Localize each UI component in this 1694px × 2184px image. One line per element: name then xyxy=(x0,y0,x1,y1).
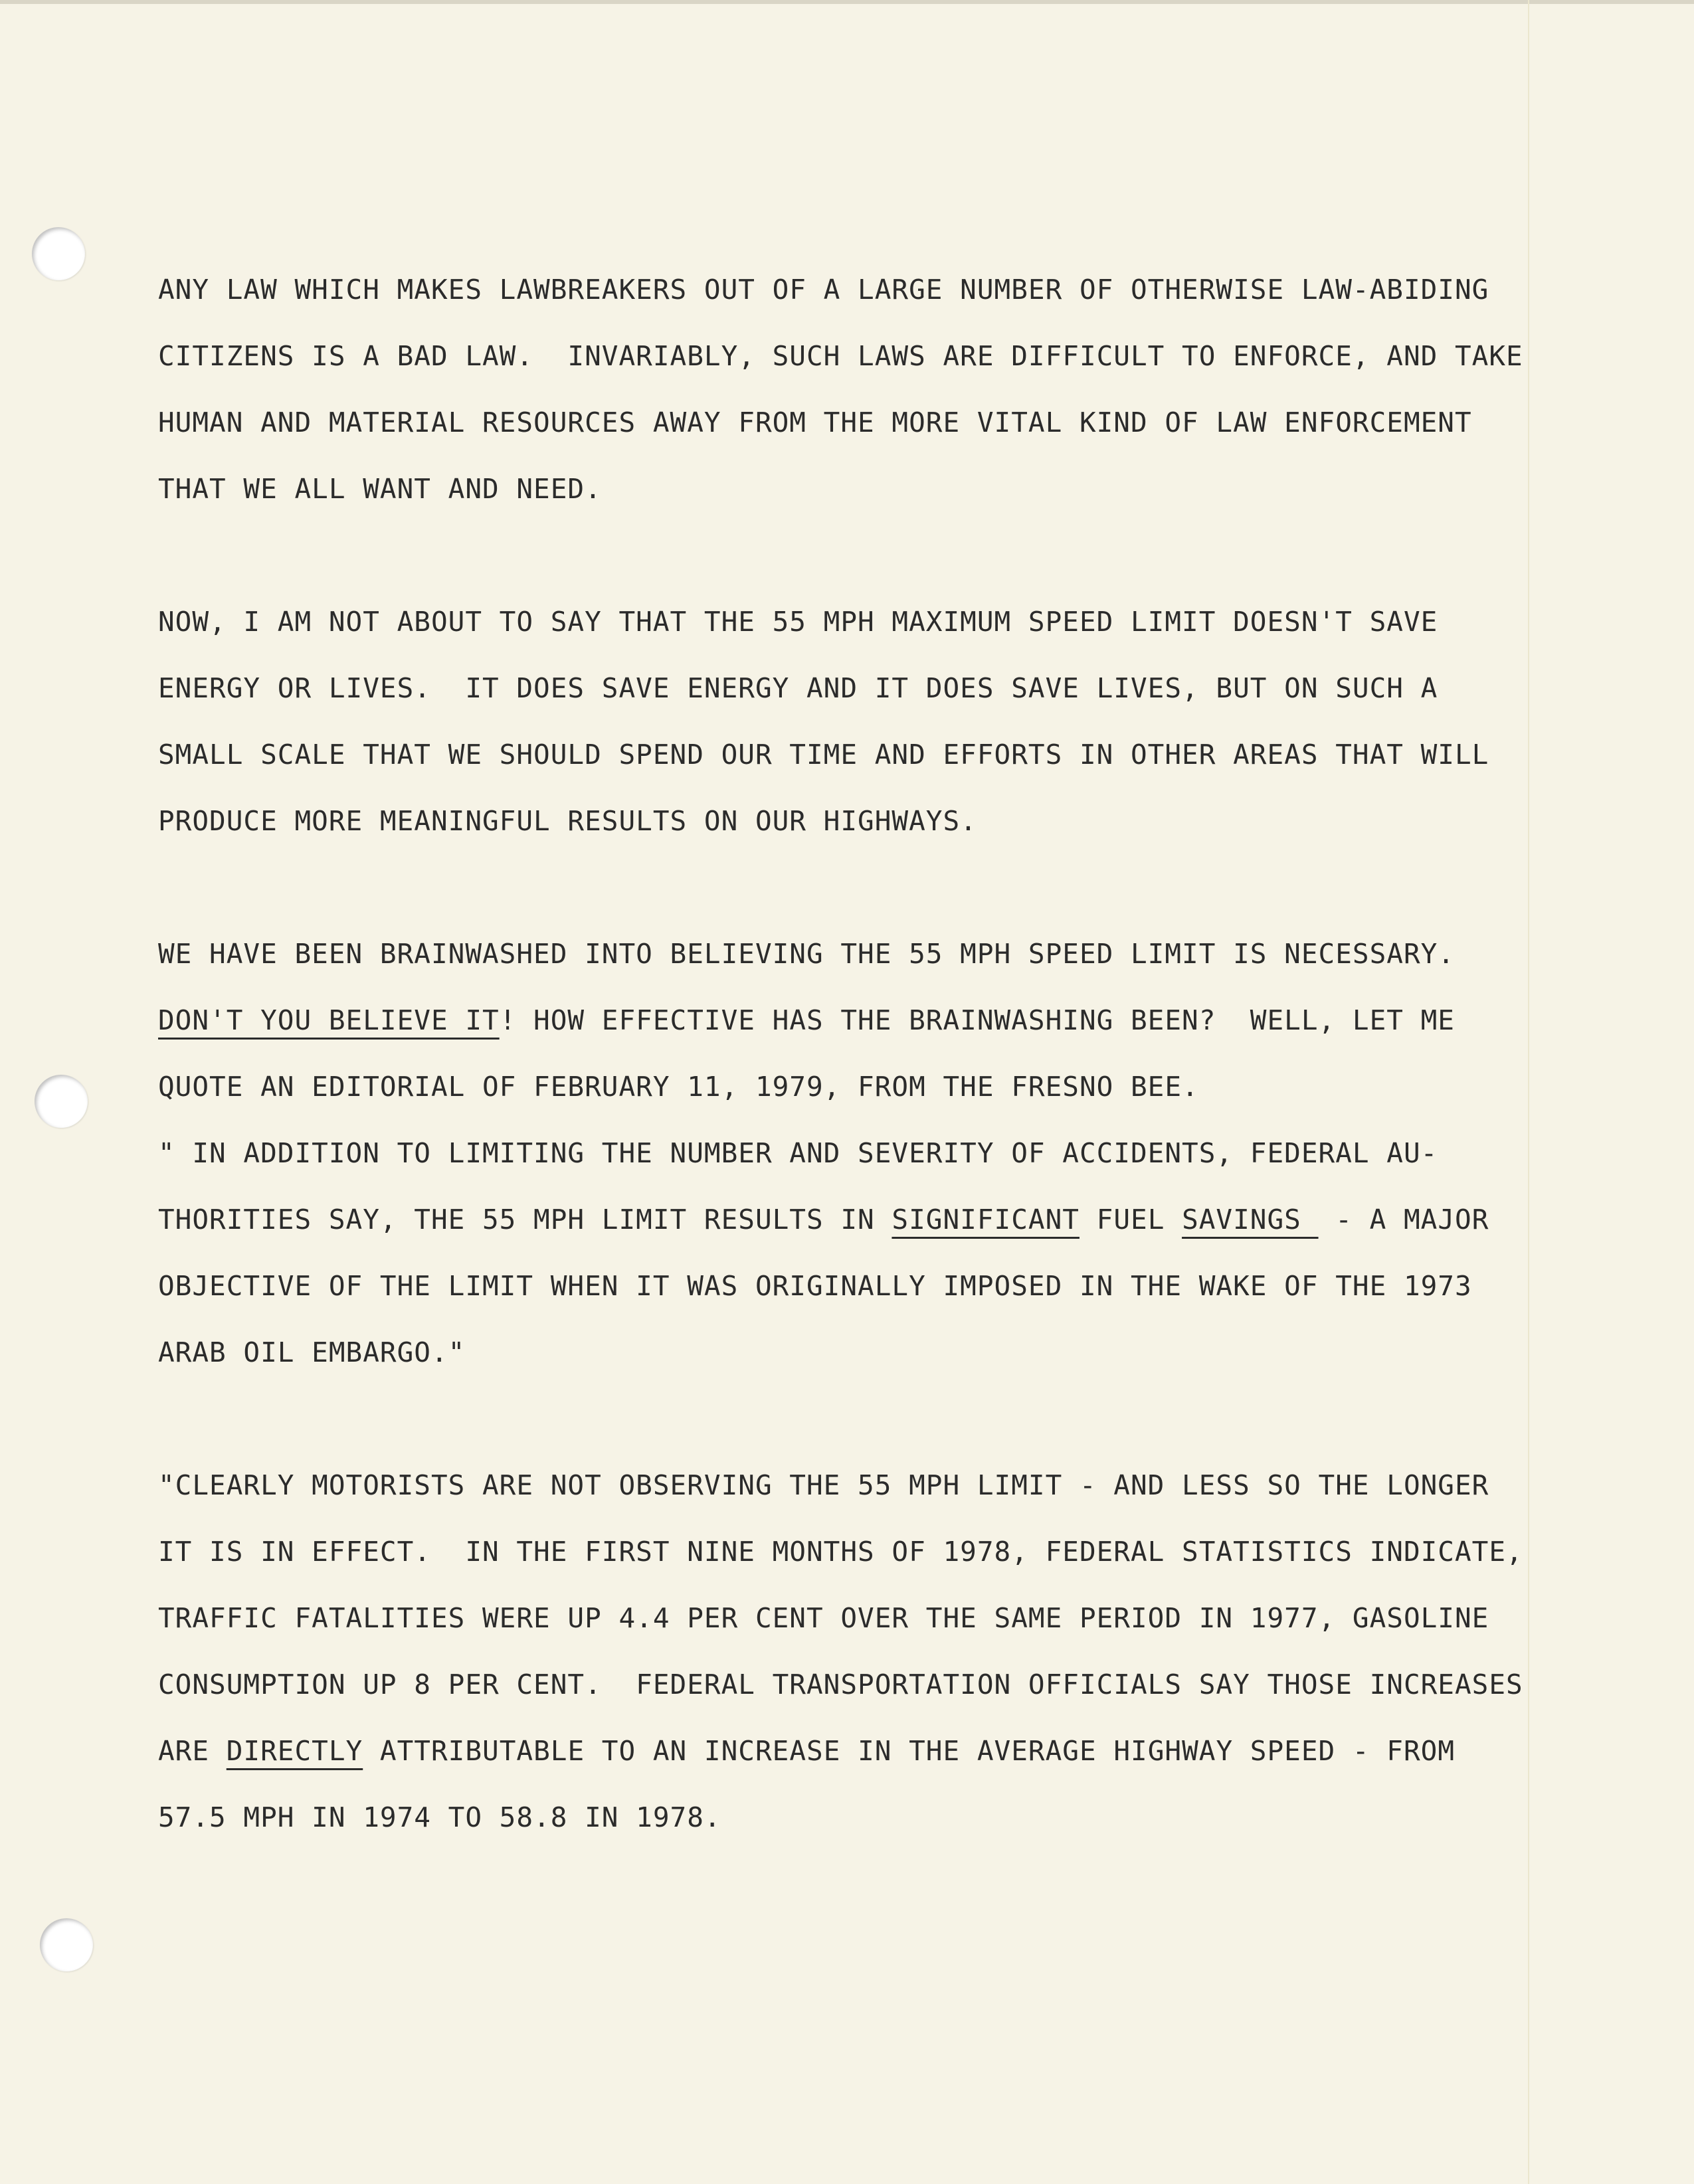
text-segment: "CLEARLY MOTORISTS ARE NOT OBSERVING THE 55 MPH LIMIT - AND LESS SO THE LONGER xyxy=(158,1469,1489,1501)
text-segment: ENERGY OR LIVES. IT DOES SAVE ENERGY AND IT DOES SAVE LIVES, BUT ON SUCH A xyxy=(158,672,1438,704)
text-line xyxy=(158,1522,1523,1589)
text-segment: - A MAJOR xyxy=(1318,1204,1489,1235)
page-fold-line xyxy=(1528,0,1529,2184)
text-line xyxy=(158,659,1513,725)
text-line xyxy=(158,592,1513,659)
text-segment: PRODUCE MORE MEANINGFUL RESULTS ON OUR HIGHWAYS. xyxy=(158,805,977,837)
document-body xyxy=(158,260,1523,1855)
text-segment: TRAFFIC FATALITIES WERE UP 4.4 PER CENT OVER THE SAME PERIOD IN 1977, GASOLINE xyxy=(158,1602,1489,1634)
text-line xyxy=(158,327,1523,393)
paragraph xyxy=(158,925,1513,1390)
text-segment: CONSUMPTION UP 8 PER CENT. FEDERAL TRANSPORTATION OFFICIALS SAY THOSE INCREASES xyxy=(158,1669,1523,1700)
text-line xyxy=(158,1323,1513,1390)
text-segment: HUMAN AND MATERIAL RESOURCES AWAY FROM THE MORE VITAL KIND OF LAW ENFORCEMENT xyxy=(158,407,1472,438)
text-line xyxy=(158,460,1513,526)
text-segment: THAT WE ALL WANT AND NEED. xyxy=(158,473,602,505)
text-line xyxy=(158,1124,1513,1190)
page-top-edge xyxy=(0,0,1694,4)
text-segment: QUOTE AN EDITORIAL OF FEBRUARY 11, 1979, FROM THE FRESNO BEE. xyxy=(158,1071,1199,1103)
paragraph xyxy=(158,1456,1523,1855)
text-segment: IT IS IN EFFECT. IN THE FIRST NINE MONTHS OF 1978, FEDERAL STATISTICS INDICATE, xyxy=(158,1536,1523,1568)
text-line xyxy=(158,1257,1513,1323)
text-segment: " IN ADDITION TO LIMITING THE NUMBER AND SEVERITY OF ACCIDENTS, FEDERAL AU- xyxy=(158,1137,1438,1169)
text-segment: CITIZENS IS A BAD LAW. INVARIABLY, SUCH LAWS ARE DIFFICULT TO ENFORCE, AND TAKE xyxy=(158,340,1523,372)
text-line xyxy=(158,393,1513,460)
text-segment: ARAB OIL EMBARGO." xyxy=(158,1336,466,1368)
text-segment: FUEL xyxy=(1079,1204,1182,1235)
text-line xyxy=(158,1057,1513,1124)
text-segment: ARE xyxy=(158,1735,227,1767)
punch-hole-bottom xyxy=(40,1918,93,1971)
underlined-text: DON'T YOU BELIEVE IT xyxy=(158,1004,500,1036)
text-segment: OBJECTIVE OF THE LIMIT WHEN IT WAS ORIGINALLY IMPOSED IN THE WAKE OF THE 1973 xyxy=(158,1270,1472,1302)
paragraph-gap xyxy=(158,1390,1513,1456)
punch-hole-top xyxy=(32,227,85,280)
text-segment: ! HOW EFFECTIVE HAS THE BRAINWASHING BEEN? WELL, LET ME xyxy=(499,1004,1455,1036)
text-segment: ANY LAW WHICH MAKES LAWBREAKERS OUT OF A LARGE NUMBER OF OTHERWISE LAW-ABIDING xyxy=(158,274,1489,306)
underlined-text: DIRECTLY xyxy=(226,1735,363,1767)
text-line xyxy=(158,925,1513,991)
text-segment: SMALL SCALE THAT WE SHOULD SPEND OUR TIME AND EFFORTS IN OTHER AREAS THAT WILL xyxy=(158,739,1489,771)
text-line xyxy=(158,792,1513,858)
text-line xyxy=(158,725,1513,792)
punch-hole-middle xyxy=(35,1075,88,1128)
text-line xyxy=(158,991,1513,1057)
paragraph-gap xyxy=(158,858,1513,925)
paragraph-gap xyxy=(158,526,1513,592)
text-segment: ATTRIBUTABLE TO AN INCREASE IN THE AVERAGE HIGHWAY SPEED - FROM xyxy=(363,1735,1456,1767)
text-line xyxy=(158,1655,1523,1722)
underlined-text: SAVINGS xyxy=(1182,1204,1319,1235)
text-segment: NOW, I AM NOT ABOUT TO SAY THAT THE 55 MPH MAXIMUM SPEED LIMIT DOESN'T SAVE xyxy=(158,606,1438,638)
text-line xyxy=(158,1722,1513,1788)
text-segment: THORITIES SAY, THE 55 MPH LIMIT RESULTS IN xyxy=(158,1204,892,1235)
text-line xyxy=(158,1456,1513,1522)
text-segment: WE HAVE BEEN BRAINWASHED INTO BELIEVING THE 55 MPH SPEED LIMIT IS NECESSARY. xyxy=(158,938,1455,970)
paragraph xyxy=(158,592,1513,858)
text-segment: 57.5 MPH IN 1974 TO 58.8 IN 1978. xyxy=(158,1801,721,1833)
text-line xyxy=(158,260,1513,327)
text-line xyxy=(158,1788,1513,1855)
text-line xyxy=(158,1190,1513,1257)
paragraph xyxy=(158,260,1523,526)
underlined-text: SIGNIFICANT xyxy=(892,1204,1080,1235)
text-line xyxy=(158,1589,1513,1655)
